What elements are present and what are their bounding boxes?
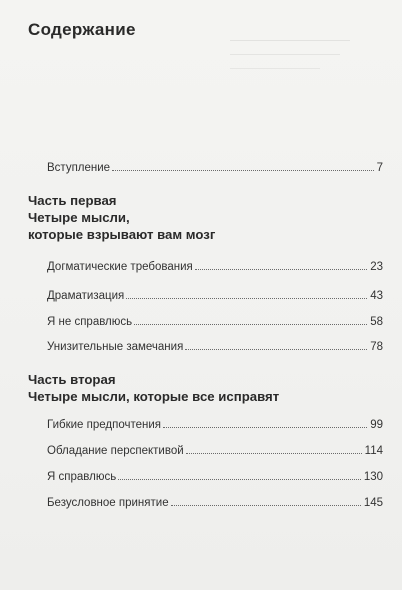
toc-entry [47, 339, 383, 353]
entry-page-number: 23 [370, 261, 383, 273]
entry-page-number: 145 [363, 497, 383, 509]
entry-page-number: 7 [376, 162, 383, 174]
part-one-heading-line: Часть первая [28, 193, 117, 208]
toc-entry [47, 443, 383, 457]
toc-title: Содержание [28, 20, 136, 39]
entry-label: Гибкие предпочтения [47, 419, 162, 431]
part-two-heading-line: Часть вторая [28, 372, 116, 387]
entry-page-number: 99 [370, 419, 383, 431]
leader-dots [163, 426, 367, 428]
entry-label: Унизительные замечания [47, 341, 184, 353]
entry-label: Обладание перспективой [47, 445, 184, 457]
entry-label: Догматические требования [47, 261, 193, 273]
toc-entry [47, 495, 383, 509]
part-two-heading-line: Четыре мысли, которые все исправят [28, 389, 280, 404]
entry-page-number: 78 [370, 341, 383, 353]
entry-label: Вступление [47, 162, 111, 174]
toc-entry-intro [47, 160, 383, 174]
toc-entry [47, 469, 383, 483]
entry-page-number: 58 [370, 316, 383, 328]
part-two-heading [28, 371, 279, 405]
toc-entry [47, 288, 383, 302]
leader-dots [186, 452, 362, 454]
part-one-heading-line: Четыре мысли, [28, 210, 130, 225]
part-one-heading [28, 192, 215, 243]
leader-dots [185, 348, 367, 350]
entry-page-number: 114 [364, 445, 383, 457]
entry-page-number: 130 [363, 471, 383, 483]
entry-label: Я не справлюсь [47, 316, 133, 328]
entry-page-number: 43 [370, 290, 383, 302]
toc-entry [47, 417, 383, 431]
leader-dots [126, 297, 367, 299]
leader-dots [171, 504, 361, 506]
entry-label: Безусловное принятие [47, 497, 169, 509]
entry-label: Я справлюсь [47, 471, 117, 483]
entry-label: Драматизация [47, 290, 125, 302]
toc-entry [47, 259, 383, 273]
leader-dots [134, 323, 367, 325]
bleed-through-texture [230, 40, 380, 75]
leader-dots [112, 169, 374, 171]
part-one-heading-line: которые взрывают вам мозг [28, 227, 216, 242]
leader-dots [195, 268, 367, 270]
leader-dots [118, 478, 361, 480]
toc-entry [47, 314, 383, 328]
